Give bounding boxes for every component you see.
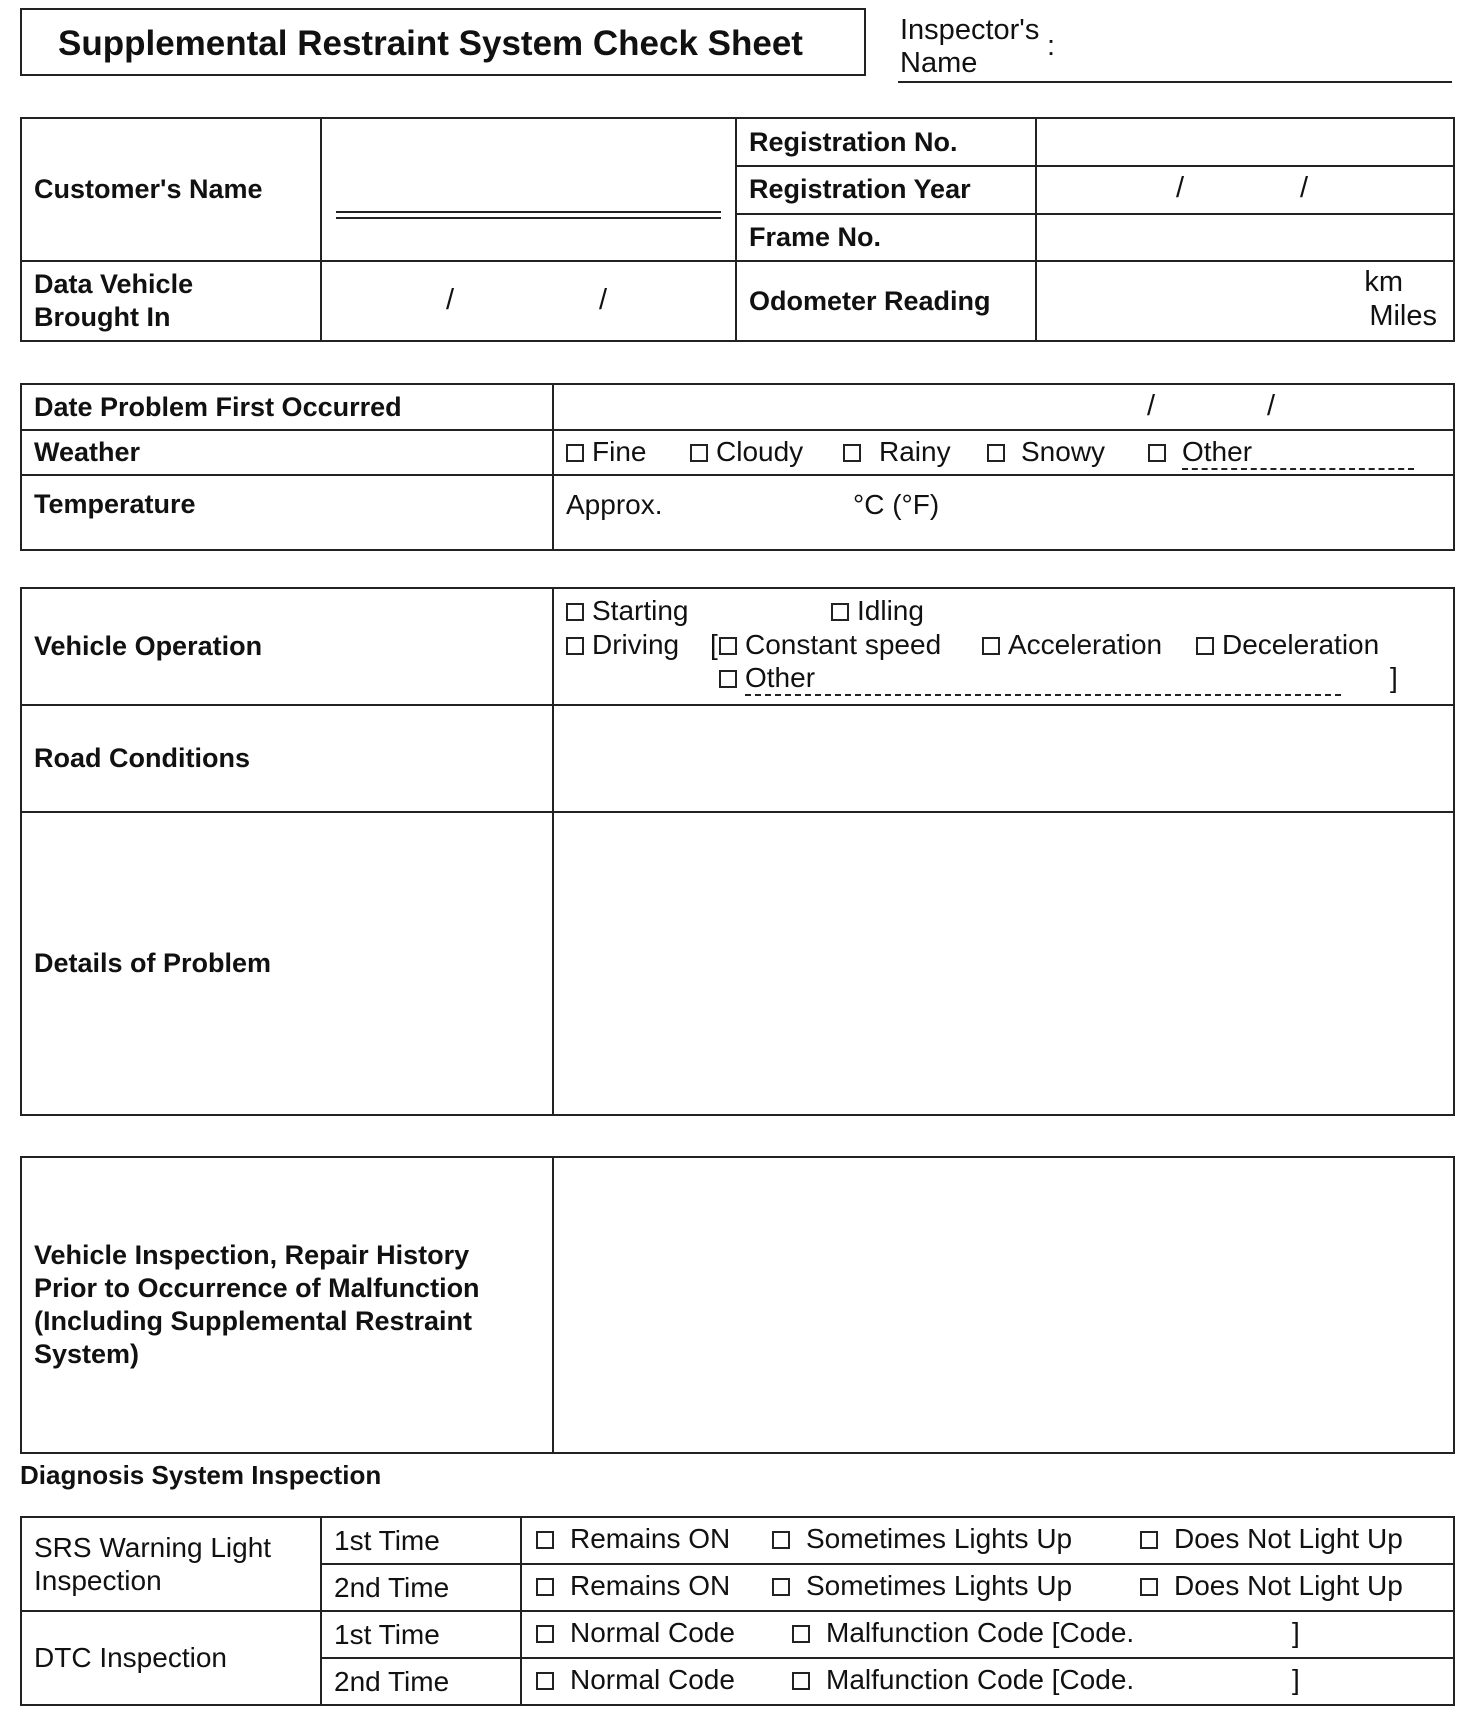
checkbox-icon (843, 444, 861, 462)
date-separator: / (1176, 172, 1185, 205)
checkbox-icon (690, 444, 708, 462)
srs-2-sometimes-lights-up[interactable]: Sometimes Lights Up (772, 1570, 1072, 1602)
checkbox-icon (772, 1578, 790, 1596)
checkbox-icon (772, 1531, 790, 1549)
checkbox-icon (719, 670, 737, 688)
registration-year-label: Registration Year (736, 166, 1036, 213)
dtc-1-normal-code[interactable]: Normal Code (536, 1617, 735, 1649)
road-conditions-label: Road Conditions (21, 705, 553, 812)
bracket-open: [ (710, 629, 718, 660)
dtc-first-time-label: 1st Time (321, 1611, 521, 1658)
repair-history-table (20, 1156, 1455, 1454)
checkbox-icon (792, 1625, 810, 1643)
frame-no-field[interactable] (1036, 214, 1454, 261)
frame-no-label: Frame No. (736, 214, 1036, 261)
checkbox-icon (792, 1672, 810, 1690)
weather-options (553, 430, 1454, 475)
srs-1-remains-on[interactable]: Remains ON (536, 1523, 730, 1555)
vehicle-operation-options (553, 588, 1454, 705)
checkbox-icon (566, 603, 584, 621)
registration-no-label: Registration No. (736, 118, 1036, 166)
temperature-field[interactable] (553, 475, 1454, 550)
date-separator: / (599, 284, 608, 316)
dtc-2-normal-code[interactable]: Normal Code (536, 1664, 735, 1696)
weather-option-other[interactable]: Other (1148, 436, 1414, 470)
srs-warning-light-label: SRS Warning Light Inspection (21, 1517, 321, 1611)
date-separator: / (446, 284, 455, 316)
driving-option-constant-speed[interactable]: Constant speed (719, 629, 941, 661)
date-brought-in-label: Data Vehicle Brought In (21, 261, 321, 341)
operation-option-idling[interactable]: Idling (831, 595, 924, 627)
dtc-first-time-options (521, 1611, 1454, 1658)
details-of-problem-field[interactable] (553, 812, 1454, 1115)
bracket-close: ] (1292, 1617, 1300, 1648)
driving-option-acceleration[interactable]: Acceleration (982, 629, 1162, 661)
checkbox-icon (719, 637, 737, 655)
date-separator: / (1267, 390, 1276, 422)
checkbox-icon (982, 637, 1000, 655)
date-first-occurred-field[interactable] (553, 384, 1454, 430)
inspector-colon: : (1047, 30, 1056, 62)
driving-option-deceleration[interactable]: Deceleration (1196, 629, 1379, 661)
weather-option-rainy[interactable]: Rainy (843, 436, 951, 468)
srs-second-time-options (521, 1564, 1454, 1611)
customer-name-label: Customer's Name (21, 118, 321, 261)
srs-2-does-not-light-up[interactable]: Does Not Light Up (1140, 1570, 1403, 1602)
bracket-close: ] (1292, 1664, 1300, 1695)
temperature-label: Temperature (21, 475, 553, 550)
checkbox-icon (536, 1578, 554, 1596)
odometer-unit-miles: Miles (1369, 300, 1437, 332)
checkbox-icon (536, 1672, 554, 1690)
vehicle-info-table (20, 117, 1455, 342)
date-separator: / (1300, 172, 1309, 205)
temperature-prefix: Approx. (566, 489, 663, 520)
weather-label: Weather (21, 430, 553, 475)
checkbox-icon (831, 603, 849, 621)
odometer-field[interactable] (1036, 261, 1454, 341)
checkbox-icon (536, 1625, 554, 1643)
temperature-unit: °C (°F) (853, 489, 940, 520)
srs-second-time-label: 2nd Time (321, 1564, 521, 1611)
date-first-occurred-label: Date Problem First Occurred (21, 384, 553, 430)
inspector-name-label: Inspector's Name (900, 14, 1040, 79)
checkbox-icon (566, 444, 584, 462)
srs-1-sometimes-lights-up[interactable]: Sometimes Lights Up (772, 1523, 1072, 1555)
odometer-unit-km: km (1364, 266, 1403, 298)
weather-option-cloudy[interactable]: Cloudy (690, 436, 803, 468)
date-separator: / (1147, 390, 1156, 422)
conditions-table (20, 383, 1455, 551)
repair-history-field[interactable] (553, 1157, 1454, 1453)
dtc-2-malfunction-code[interactable]: Malfunction Code [Code. (792, 1664, 1134, 1696)
checkbox-icon (1140, 1578, 1158, 1596)
vehicle-operation-label: Vehicle Operation (21, 588, 553, 705)
details-of-problem-label: Details of Problem (21, 812, 553, 1115)
dtc-1-malfunction-code[interactable]: Malfunction Code [Code. (792, 1617, 1134, 1649)
operation-option-starting[interactable]: Starting (566, 595, 689, 627)
checkbox-icon (536, 1531, 554, 1549)
date-brought-in-field[interactable] (321, 261, 736, 341)
diagnosis-table (20, 1516, 1455, 1706)
repair-history-label: Vehicle Inspection, Repair History Prior to Occurrence of Malfunction (Including Supplemental Restraint System) (21, 1157, 553, 1453)
operation-option-driving[interactable]: Driving (566, 629, 679, 661)
srs-first-time-options (521, 1517, 1454, 1564)
checkbox-icon (987, 444, 1005, 462)
inspector-name-field[interactable] (898, 81, 1452, 83)
srs-first-time-label: 1st Time (321, 1517, 521, 1564)
diagnosis-section-title: Diagnosis System Inspection (20, 1460, 382, 1490)
customer-name-field[interactable] (321, 118, 736, 261)
title-box (20, 8, 866, 76)
registration-no-field[interactable] (1036, 118, 1454, 166)
checkbox-icon (1148, 444, 1166, 462)
dtc-second-time-label: 2nd Time (321, 1658, 521, 1705)
dtc-inspection-label: DTC Inspection (21, 1611, 321, 1705)
checkbox-icon (1196, 637, 1214, 655)
odometer-label: Odometer Reading (736, 261, 1036, 341)
road-conditions-field[interactable] (553, 705, 1454, 812)
weather-option-fine[interactable]: Fine (566, 436, 646, 468)
weather-option-snowy[interactable]: Snowy (987, 436, 1105, 468)
operation-table (20, 587, 1455, 1116)
page-title: Supplemental Restraint System Check Sheet (58, 24, 803, 63)
driving-option-other[interactable]: Other (719, 662, 1341, 696)
registration-year-field[interactable] (1036, 166, 1454, 213)
srs-1-does-not-light-up[interactable]: Does Not Light Up (1140, 1523, 1403, 1555)
checkbox-icon (566, 637, 584, 655)
checkbox-icon (1140, 1531, 1158, 1549)
dtc-second-time-options (521, 1658, 1454, 1705)
srs-2-remains-on[interactable]: Remains ON (536, 1570, 730, 1602)
bracket-close: ] (1390, 662, 1398, 693)
